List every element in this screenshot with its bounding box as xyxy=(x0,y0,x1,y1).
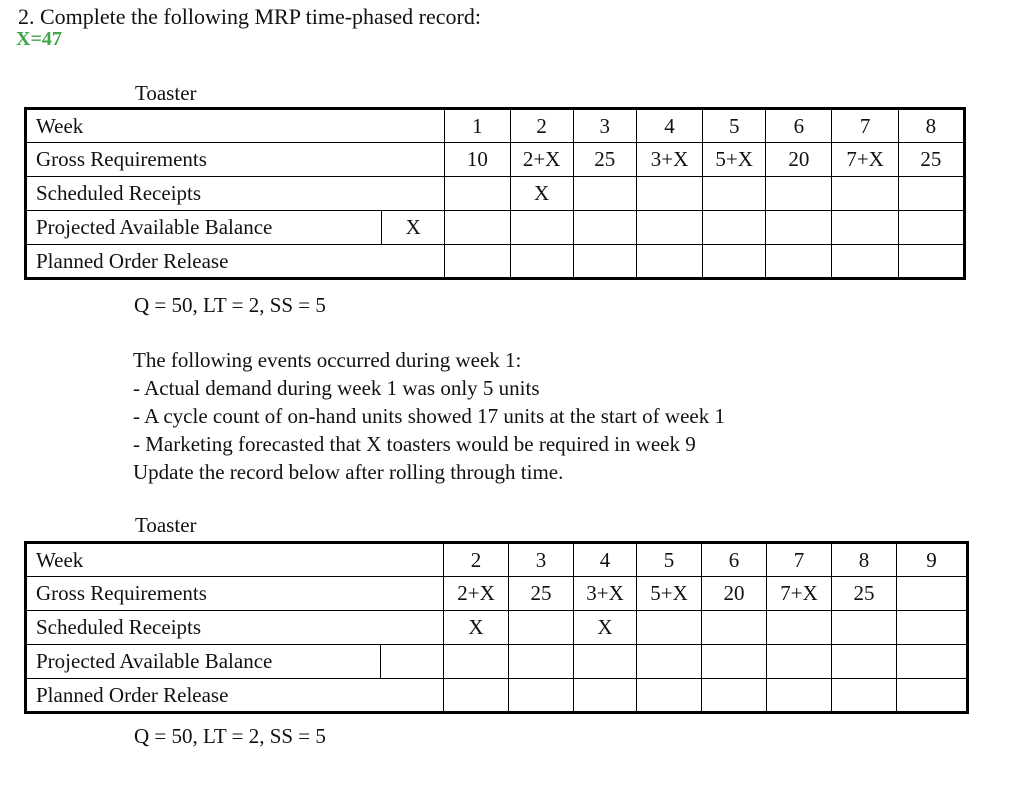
por-cell[interactable] xyxy=(832,245,898,279)
projected-balance-row xyxy=(26,211,965,245)
scheduled-receipts-row xyxy=(26,611,968,645)
gross-req-cell: 5+X xyxy=(703,143,766,177)
sched-receipt-cell[interactable] xyxy=(573,177,636,211)
week-cell: 4 xyxy=(574,543,637,577)
sched-receipt-cell[interactable] xyxy=(832,611,897,645)
week-cell: 3 xyxy=(509,543,574,577)
row-label-scheduled-receipts: Scheduled Receipts xyxy=(26,177,445,211)
gross-req-cell: 7+X xyxy=(832,143,898,177)
row-label-projected-balance: Projected Available Balance xyxy=(26,645,381,679)
pab-cell[interactable] xyxy=(636,211,702,245)
week-cell: 2 xyxy=(510,109,573,143)
planned-order-release-row xyxy=(26,679,968,713)
pab-cell[interactable] xyxy=(767,645,832,679)
row-label-scheduled-receipts: Scheduled Receipts xyxy=(26,611,444,645)
week-cell: 9 xyxy=(897,543,968,577)
por-cell[interactable] xyxy=(573,245,636,279)
week-cell: 6 xyxy=(702,543,767,577)
por-cell[interactable] xyxy=(444,679,509,713)
sched-receipt-cell[interactable]: X xyxy=(574,611,637,645)
problem-title: 2. Complete the following MRP time-phased record: xyxy=(18,4,481,29)
sched-receipt-cell[interactable] xyxy=(637,611,702,645)
row-label-week: Week xyxy=(26,109,445,143)
pab-cell[interactable] xyxy=(702,645,767,679)
week-cell: 5 xyxy=(637,543,702,577)
sched-receipt-cell[interactable]: X xyxy=(444,611,509,645)
x-value: X=47 xyxy=(16,28,62,50)
gross-requirements-row xyxy=(26,143,965,177)
por-cell[interactable] xyxy=(445,245,510,279)
week-cell: 3 xyxy=(573,109,636,143)
sched-receipt-cell[interactable] xyxy=(509,611,574,645)
por-cell[interactable] xyxy=(766,245,832,279)
events-instruction: Update the record below after rolling through time. xyxy=(133,460,564,484)
events-block xyxy=(133,346,725,486)
gross-req-cell[interactable] xyxy=(897,577,968,611)
gross-req-cell: 25 xyxy=(832,577,897,611)
pab-cell[interactable] xyxy=(445,211,510,245)
initial-balance-cell: X xyxy=(382,211,445,245)
pab-cell[interactable] xyxy=(574,645,637,679)
por-cell[interactable] xyxy=(510,245,573,279)
gross-req-cell: 25 xyxy=(509,577,574,611)
week-row xyxy=(26,109,965,143)
week-cell: 6 xyxy=(766,109,832,143)
pab-cell[interactable] xyxy=(766,211,832,245)
event-item: - A cycle count of on-hand units showed 17 units at the start of week 1 xyxy=(133,404,725,428)
sched-receipt-cell[interactable] xyxy=(636,177,702,211)
table2-caption: Toaster xyxy=(135,513,197,537)
projected-balance-row xyxy=(26,645,968,679)
pab-cell[interactable] xyxy=(444,645,509,679)
sched-receipt-cell[interactable] xyxy=(445,177,510,211)
sched-receipt-cell[interactable] xyxy=(703,177,766,211)
pab-cell[interactable] xyxy=(703,211,766,245)
sched-receipt-cell[interactable] xyxy=(832,177,898,211)
por-cell[interactable] xyxy=(636,245,702,279)
sched-receipt-cell[interactable]: X xyxy=(510,177,573,211)
row-label-planned-order-release: Planned Order Release xyxy=(26,679,444,713)
por-cell[interactable] xyxy=(574,679,637,713)
gross-req-cell: 10 xyxy=(445,143,510,177)
por-cell[interactable] xyxy=(702,679,767,713)
sched-receipt-cell[interactable] xyxy=(898,177,964,211)
pab-cell[interactable] xyxy=(510,211,573,245)
week-cell: 8 xyxy=(832,543,897,577)
por-cell[interactable] xyxy=(898,245,964,279)
gross-req-cell: 25 xyxy=(898,143,964,177)
week-cell: 5 xyxy=(703,109,766,143)
initial-balance-cell[interactable] xyxy=(381,645,444,679)
table1-caption: Toaster xyxy=(135,81,197,105)
sched-receipt-cell[interactable] xyxy=(767,611,832,645)
week-cell: 7 xyxy=(767,543,832,577)
week-row xyxy=(26,543,968,577)
gross-req-cell: 3+X xyxy=(636,143,702,177)
event-item: - Actual demand during week 1 was only 5 units xyxy=(133,376,540,400)
week-cell: 1 xyxy=(445,109,510,143)
por-cell[interactable] xyxy=(703,245,766,279)
sched-receipt-cell[interactable] xyxy=(766,177,832,211)
pab-cell[interactable] xyxy=(832,211,898,245)
week-cell: 7 xyxy=(832,109,898,143)
pab-cell[interactable] xyxy=(898,211,964,245)
week-cell: 2 xyxy=(444,543,509,577)
planned-order-release-row xyxy=(26,245,965,279)
gross-req-cell: 2+X xyxy=(444,577,509,611)
gross-req-cell: 3+X xyxy=(574,577,637,611)
por-cell[interactable] xyxy=(832,679,897,713)
pab-cell[interactable] xyxy=(573,211,636,245)
event-item: - Marketing forecasted that X toasters would be required in week 9 xyxy=(133,432,696,456)
gross-requirements-row xyxy=(26,577,968,611)
scheduled-receipts-row xyxy=(26,177,965,211)
mrp-table-2 xyxy=(24,541,969,714)
gross-req-cell: 20 xyxy=(702,577,767,611)
week-cell: 8 xyxy=(898,109,964,143)
week-cell: 4 xyxy=(636,109,702,143)
sched-receipt-cell[interactable] xyxy=(702,611,767,645)
gross-req-cell: 20 xyxy=(766,143,832,177)
row-label-planned-order-release: Planned Order Release xyxy=(26,245,445,279)
events-intro: The following events occurred during week 1: xyxy=(133,348,522,372)
gross-req-cell: 2+X xyxy=(510,143,573,177)
table1-params: Q = 50, LT = 2, SS = 5 xyxy=(134,293,326,317)
row-label-gross-requirements: Gross Requirements xyxy=(26,577,444,611)
por-cell[interactable] xyxy=(897,679,968,713)
sched-receipt-cell[interactable] xyxy=(897,611,968,645)
por-cell[interactable] xyxy=(767,679,832,713)
gross-req-cell: 7+X xyxy=(767,577,832,611)
gross-req-cell: 25 xyxy=(573,143,636,177)
pab-cell[interactable] xyxy=(509,645,574,679)
table2-params: Q = 50, LT = 2, SS = 5 xyxy=(134,724,326,748)
pab-cell[interactable] xyxy=(832,645,897,679)
gross-req-cell: 5+X xyxy=(637,577,702,611)
row-label-week: Week xyxy=(26,543,444,577)
pab-cell[interactable] xyxy=(637,645,702,679)
pab-cell[interactable] xyxy=(897,645,968,679)
por-cell[interactable] xyxy=(509,679,574,713)
por-cell[interactable] xyxy=(637,679,702,713)
row-label-gross-requirements: Gross Requirements xyxy=(26,143,445,177)
row-label-projected-balance: Projected Available Balance xyxy=(26,211,382,245)
mrp-table-1 xyxy=(24,107,966,280)
